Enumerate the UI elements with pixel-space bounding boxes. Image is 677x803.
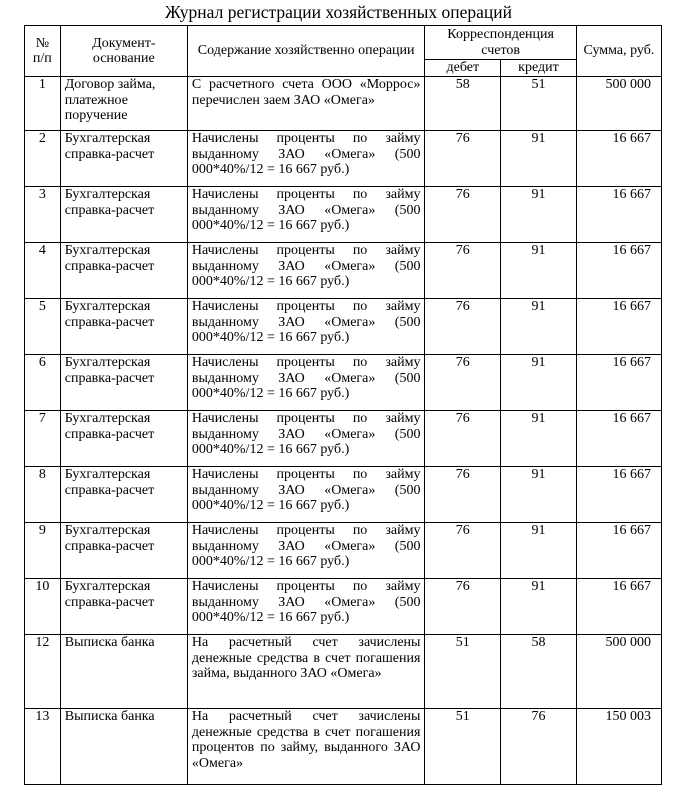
row-debit: 76	[425, 411, 501, 467]
row-num: 7	[25, 411, 61, 467]
row-debit: 76	[425, 299, 501, 355]
row-num: 8	[25, 467, 61, 523]
row-credit: 76	[501, 709, 577, 785]
row-credit: 91	[501, 187, 577, 243]
journal-table	[24, 25, 662, 785]
journal-title: Журнал регистрации хозяйственных операций	[164, 2, 512, 22]
row-sum: 16 667	[576, 523, 661, 579]
row-debit: 76	[425, 579, 501, 635]
row-sum: 16 667	[576, 579, 661, 635]
table-row	[25, 635, 662, 709]
table-row	[25, 579, 662, 635]
table-row	[25, 467, 662, 523]
row-document: Бухгалтерская справка-расчет	[60, 187, 187, 243]
row-num: 6	[25, 355, 61, 411]
header-num: № п/п	[25, 26, 61, 77]
row-sum: 16 667	[576, 467, 661, 523]
row-description: Начислены проценты по займу выданному ЗАО «Омега» (500 000*40%/12 = 16 667 руб.)	[187, 299, 425, 355]
row-document: Бухгалтерская справка-расчет	[60, 131, 187, 187]
table-row	[25, 411, 662, 467]
row-description: Начислены проценты по займу выданному ЗАО «Омега» (500 000*40%/12 = 16 667 руб.)	[187, 243, 425, 299]
row-debit: 76	[425, 131, 501, 187]
row-num: 2	[25, 131, 61, 187]
row-num: 4	[25, 243, 61, 299]
row-sum: 16 667	[576, 411, 661, 467]
row-credit: 91	[501, 355, 577, 411]
row-debit: 76	[425, 467, 501, 523]
header-credit: кредит	[501, 60, 577, 77]
header-doc: Документ-основание	[60, 26, 187, 77]
row-debit: 76	[425, 243, 501, 299]
row-num: 9	[25, 523, 61, 579]
table-row	[25, 243, 662, 299]
table-row	[25, 187, 662, 243]
row-sum: 150 003	[576, 709, 661, 785]
row-sum: 16 667	[576, 131, 661, 187]
row-sum: 16 667	[576, 243, 661, 299]
row-description: Начислены проценты по займу выданному ЗАО «Омега» (500 000*40%/12 = 16 667 руб.)	[187, 523, 425, 579]
row-credit: 58	[501, 635, 577, 709]
row-num: 12	[25, 635, 61, 709]
header-debit: дебет	[425, 60, 501, 77]
row-sum: 16 667	[576, 187, 661, 243]
row-num: 3	[25, 187, 61, 243]
row-credit: 91	[501, 243, 577, 299]
table-row	[25, 77, 662, 131]
row-document: Выписка банка	[60, 709, 187, 785]
row-num: 13	[25, 709, 61, 785]
table-row	[25, 299, 662, 355]
row-description: Начислены проценты по займу выданному ЗАО «Омега» (500 000*40%/12 = 16 667 руб.)	[187, 467, 425, 523]
row-document: Выписка банка	[60, 635, 187, 709]
table-row	[25, 355, 662, 411]
row-sum: 16 667	[576, 299, 661, 355]
row-document: Бухгалтерская справка-расчет	[60, 467, 187, 523]
row-document: Бухгалтерская справка-расчет	[60, 523, 187, 579]
table-row	[25, 523, 662, 579]
row-sum: 500 000	[576, 635, 661, 709]
row-debit: 51	[425, 635, 501, 709]
row-description: Начислены проценты по займу выданному ЗАО «Омега» (500 000*40%/12 = 16 667 руб.)	[187, 355, 425, 411]
table-body	[25, 77, 662, 785]
row-document: Бухгалтерская справка-расчет	[60, 299, 187, 355]
row-document: Бухгалтерская справка-расчет	[60, 355, 187, 411]
row-document: Бухгалтерская справка-расчет	[60, 579, 187, 635]
row-credit: 91	[501, 579, 577, 635]
header-sum: Сумма, руб.	[576, 26, 661, 77]
row-description: Начислены проценты по займу выданному ЗАО «Омега» (500 000*40%/12 = 16 667 руб.)	[187, 411, 425, 467]
table-header	[25, 26, 662, 77]
row-document: Бухгалтерская справка-расчет	[60, 411, 187, 467]
row-description: Начислены проценты по займу выданному ЗАО «Омега» (500 000*40%/12 = 16 667 руб.)	[187, 131, 425, 187]
row-num: 1	[25, 77, 61, 131]
table-row	[25, 131, 662, 187]
row-num: 10	[25, 579, 61, 635]
row-credit: 91	[501, 411, 577, 467]
header-desc: Содержание хозяйственно операции	[187, 26, 425, 77]
row-sum: 16 667	[576, 355, 661, 411]
row-document: Бухгалтерская справка-расчет	[60, 243, 187, 299]
header-corr: Корреспонденция счетов	[425, 26, 576, 60]
row-debit: 76	[425, 523, 501, 579]
row-description: С расчетного счета ООО «Моррос» перечислен заем ЗАО «Омега»	[187, 77, 425, 131]
row-description: На расчетный счет зачислены денежные средства в счет погашения займа, выданного ЗАО «Омега»	[187, 635, 425, 709]
row-credit: 91	[501, 131, 577, 187]
row-debit: 76	[425, 187, 501, 243]
row-description: Начислены проценты по займу выданному ЗАО «Омега» (500 000*40%/12 = 16 667 руб.)	[187, 579, 425, 635]
row-credit: 51	[501, 77, 577, 131]
row-description: Начислены проценты по займу выданному ЗАО «Омега» (500 000*40%/12 = 16 667 руб.)	[187, 187, 425, 243]
row-debit: 51	[425, 709, 501, 785]
row-credit: 91	[501, 299, 577, 355]
row-debit: 76	[425, 355, 501, 411]
row-debit: 58	[425, 77, 501, 131]
row-credit: 91	[501, 523, 577, 579]
row-description: На расчетный счет зачислены денежные средства в счет погашения процентов по займу, выданного ЗАО «Омега»	[187, 709, 425, 785]
table-row	[25, 709, 662, 785]
row-sum: 500 000	[576, 77, 661, 131]
row-document: Договор займа, платежное поручение	[60, 77, 187, 131]
row-credit: 91	[501, 467, 577, 523]
row-num: 5	[25, 299, 61, 355]
